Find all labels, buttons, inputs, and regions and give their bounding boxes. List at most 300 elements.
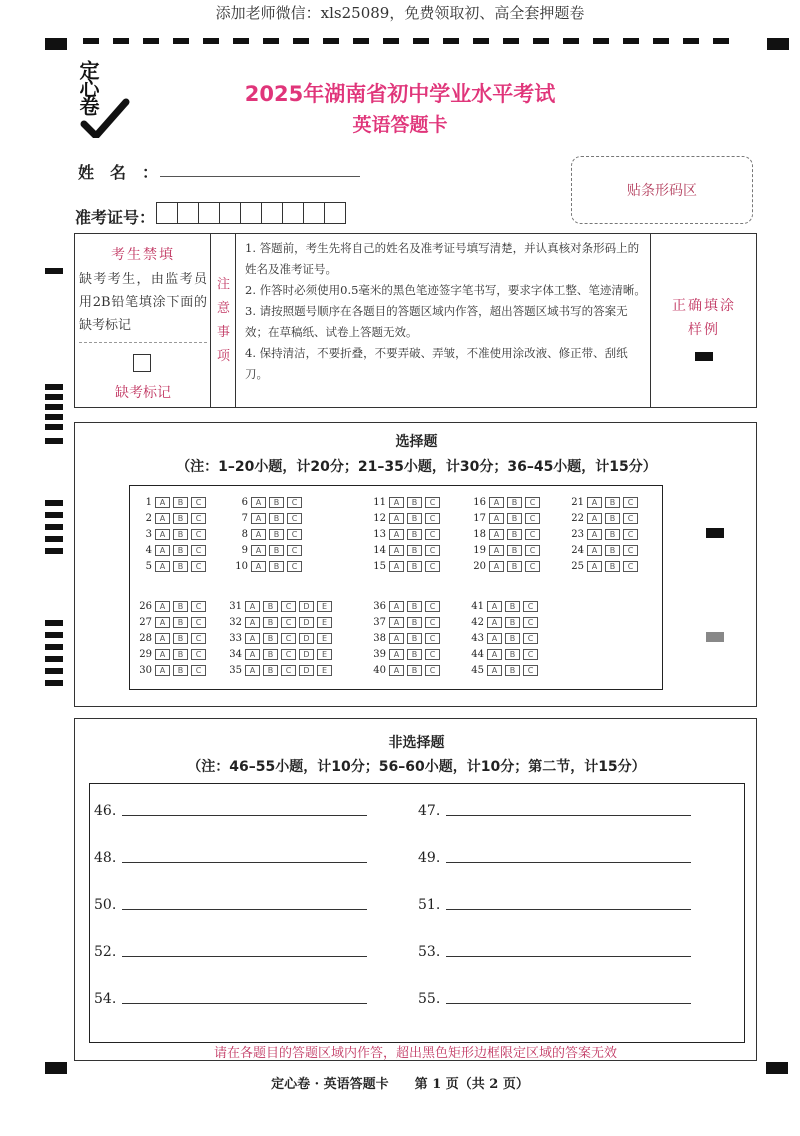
answer-bubble[interactable]: B xyxy=(173,601,188,612)
answer-bubble[interactable]: A xyxy=(155,665,170,676)
question-group xyxy=(228,494,305,574)
answer-row xyxy=(418,802,691,819)
answer-bubble[interactable]: A xyxy=(389,545,404,556)
answer-line[interactable] xyxy=(446,849,691,863)
exam-title: 2025年湖南省初中学业水平考试 xyxy=(244,82,556,106)
timing-mark xyxy=(533,38,549,44)
answer-bubble[interactable]: A xyxy=(389,513,404,524)
answer-bubble[interactable]: B xyxy=(407,561,422,572)
question-row xyxy=(132,558,209,574)
answer-bubble[interactable]: C xyxy=(191,633,206,644)
answer-bubble[interactable]: C xyxy=(191,545,206,556)
answer-bubble[interactable]: C xyxy=(425,665,440,676)
answer-bubble[interactable]: B xyxy=(173,497,188,508)
question-number: 15 xyxy=(373,560,386,572)
sample-title-line: 样例 xyxy=(688,322,720,338)
question-number: 24 xyxy=(571,544,584,556)
answer-bubble[interactable]: A xyxy=(155,617,170,628)
absence-mark-label: 缺考标记 xyxy=(115,385,171,401)
timing-mark xyxy=(83,38,99,44)
answer-bubble[interactable]: B xyxy=(505,617,520,628)
answer-bubble[interactable]: C xyxy=(191,601,206,612)
question-number: 35 xyxy=(229,664,242,676)
id-field[interactable] xyxy=(156,202,345,224)
answer-bubble[interactable]: A xyxy=(245,633,260,644)
timing-mark xyxy=(443,38,459,44)
answer-bubble[interactable]: A xyxy=(487,649,502,660)
answer-bubble[interactable]: C xyxy=(281,601,296,612)
question-number: 33 xyxy=(229,632,242,644)
answer-bubble[interactable]: A xyxy=(155,561,170,572)
answer-bubble[interactable]: C xyxy=(525,529,540,540)
answer-bubble[interactable]: A xyxy=(389,529,404,540)
answer-bubble[interactable]: B xyxy=(173,665,188,676)
barcode-area: 贴条形码区 xyxy=(571,156,753,224)
question-row xyxy=(464,646,541,662)
answer-number: 54. xyxy=(94,991,117,1007)
answer-bubble[interactable]: A xyxy=(587,561,602,572)
absence-section xyxy=(75,234,211,407)
answer-bubble[interactable]: D xyxy=(299,665,314,676)
answer-bubble[interactable]: A xyxy=(155,529,170,540)
sample-title-line: 正确填涂 xyxy=(672,298,736,314)
question-row xyxy=(366,630,443,646)
answer-bubble[interactable]: B xyxy=(605,497,620,508)
answer-bubble[interactable]: A xyxy=(487,617,502,628)
answer-bubble[interactable]: C xyxy=(281,649,296,660)
timing-mark xyxy=(383,38,399,44)
timing-mark xyxy=(173,38,189,44)
question-number: 36 xyxy=(373,600,386,612)
answer-bubble[interactable]: B xyxy=(505,601,520,612)
question-row xyxy=(366,526,443,542)
answer-number: 46. xyxy=(94,803,117,819)
warning-text: 请在各题目的答题区域内作答，超出黑色矩形边框限定区域的答案无效 xyxy=(213,1046,617,1061)
exam-subtitle: 英语答题卡 xyxy=(352,114,448,136)
answer-bubble[interactable]: C xyxy=(623,513,638,524)
answer-row xyxy=(418,849,691,866)
answer-bubble[interactable]: A xyxy=(489,529,504,540)
timing-mark xyxy=(263,38,279,44)
timing-mark xyxy=(473,38,489,44)
answer-line[interactable] xyxy=(122,990,367,1004)
answer-bubble[interactable]: B xyxy=(505,665,520,676)
answer-bubble[interactable]: C xyxy=(281,617,296,628)
question-row xyxy=(132,662,209,678)
filled-sample-mark xyxy=(695,352,713,361)
answer-bubble[interactable]: C xyxy=(425,617,440,628)
timing-mark xyxy=(593,38,609,44)
answer-bubble[interactable]: B xyxy=(407,617,422,628)
answer-bubble[interactable]: B xyxy=(263,601,278,612)
answer-bubble[interactable]: B xyxy=(269,545,284,556)
timing-mark xyxy=(323,38,339,44)
answer-bubble[interactable]: C xyxy=(425,497,440,508)
answer-bubble[interactable]: C xyxy=(287,497,302,508)
answer-bubble[interactable]: A xyxy=(389,649,404,660)
answer-bubble[interactable]: C xyxy=(425,633,440,644)
question-number: 4 xyxy=(145,544,152,556)
question-number: 42 xyxy=(471,616,484,628)
question-row xyxy=(466,558,543,574)
answer-bubble[interactable]: C xyxy=(287,513,302,524)
question-row xyxy=(228,542,305,558)
answer-bubble[interactable]: B xyxy=(173,561,188,572)
question-row xyxy=(366,646,443,662)
answer-bubble[interactable]: B xyxy=(407,649,422,660)
answer-bubble[interactable]: A xyxy=(155,545,170,556)
answer-bubble[interactable]: C xyxy=(191,497,206,508)
answer-bubble[interactable]: A xyxy=(587,545,602,556)
mc-subtitle: （注：1–20小题，计20分；21–35小题，计30分；36–45小题，计15分） xyxy=(176,459,657,475)
answer-bubble[interactable]: A xyxy=(389,497,404,508)
answer-bubble[interactable]: A xyxy=(587,513,602,524)
answer-bubble[interactable]: C xyxy=(425,601,440,612)
answer-bubble[interactable]: A xyxy=(389,665,404,676)
answer-bubble[interactable]: E xyxy=(317,633,332,644)
answer-bubble[interactable]: B xyxy=(263,665,278,676)
notes-label xyxy=(212,234,236,407)
answer-bubble[interactable]: A xyxy=(487,601,502,612)
answer-bubble[interactable]: C xyxy=(525,545,540,556)
answer-bubble[interactable]: A xyxy=(251,545,266,556)
answer-bubble[interactable]: B xyxy=(407,601,422,612)
question-number: 10 xyxy=(235,560,248,572)
answer-number: 52. xyxy=(94,944,117,960)
notes-label-char: 意 xyxy=(216,300,230,316)
answer-bubble[interactable]: B xyxy=(407,497,422,508)
answer-bubble[interactable]: A xyxy=(489,545,504,556)
divider xyxy=(79,342,207,343)
answer-bubble[interactable]: A xyxy=(155,633,170,644)
nmc-title: 非选择题 xyxy=(388,735,445,751)
question-row xyxy=(132,598,209,614)
answer-bubble[interactable]: B xyxy=(263,633,278,644)
id-digit-box[interactable] xyxy=(261,202,283,224)
answer-bubble[interactable]: A xyxy=(489,561,504,572)
answer-bubble[interactable]: C xyxy=(425,545,440,556)
answer-bubble[interactable]: A xyxy=(389,633,404,644)
answer-bubble[interactable]: C xyxy=(523,665,538,676)
question-row xyxy=(464,614,541,630)
answer-bubble[interactable]: B xyxy=(605,529,620,540)
name-label: 姓名： xyxy=(78,163,175,182)
note-item: 3. 请按照题号顺序在各题目的答题区域内作答，超出答题区域书写的答案无效；在草稿纸、试卷上答题无效。 xyxy=(245,304,628,339)
id-digit-box[interactable] xyxy=(303,202,325,224)
answer-bubble[interactable]: B xyxy=(263,617,278,628)
answer-bubble[interactable]: A xyxy=(155,513,170,524)
answer-bubble[interactable]: C xyxy=(191,649,206,660)
answer-line[interactable] xyxy=(122,943,367,957)
id-digit-box[interactable] xyxy=(198,202,220,224)
answer-bubble[interactable]: C xyxy=(287,545,302,556)
timing-mark xyxy=(767,38,789,50)
answer-bubble[interactable]: A xyxy=(245,617,260,628)
question-row xyxy=(564,510,641,526)
question-number: 8 xyxy=(241,528,248,540)
id-digit-box[interactable] xyxy=(282,202,304,224)
answer-bubble[interactable]: C xyxy=(425,529,440,540)
question-number: 1 xyxy=(145,496,152,508)
id-digit-box[interactable] xyxy=(219,202,241,224)
answer-bubble[interactable]: A xyxy=(587,529,602,540)
answer-bubble[interactable]: C xyxy=(623,497,638,508)
answer-bubble[interactable]: A xyxy=(487,633,502,644)
answer-bubble[interactable]: B xyxy=(505,649,520,660)
logo-text: 定心卷 xyxy=(76,60,100,114)
answer-line[interactable] xyxy=(446,943,691,957)
answer-bubble[interactable]: B xyxy=(263,649,278,660)
timing-mark xyxy=(45,524,63,530)
id-digit-box[interactable] xyxy=(156,202,178,224)
answer-bubble[interactable]: B xyxy=(605,513,620,524)
question-number: 6 xyxy=(241,496,248,508)
answer-bubble[interactable]: D xyxy=(299,633,314,644)
answer-bubble[interactable]: A xyxy=(487,665,502,676)
answer-bubble[interactable]: A xyxy=(251,497,266,508)
answer-bubble[interactable]: C xyxy=(191,529,206,540)
question-number: 14 xyxy=(373,544,386,556)
question-number: 5 xyxy=(145,560,152,572)
answer-bubble[interactable]: C xyxy=(191,561,206,572)
answer-bubble[interactable]: C xyxy=(425,513,440,524)
timing-mark xyxy=(293,38,309,44)
question-row xyxy=(564,494,641,510)
question-group xyxy=(132,598,209,678)
answer-bubble[interactable]: B xyxy=(173,545,188,556)
name-field[interactable] xyxy=(160,176,360,177)
answer-bubble[interactable]: B xyxy=(407,513,422,524)
absence-checkbox[interactable] xyxy=(133,354,151,372)
answer-bubble[interactable]: A xyxy=(489,513,504,524)
answer-bubble[interactable]: C xyxy=(525,513,540,524)
answer-bubble[interactable]: C xyxy=(523,633,538,644)
question-row xyxy=(366,494,443,510)
question-number: 7 xyxy=(241,512,248,524)
answer-bubble[interactable]: B xyxy=(269,529,284,540)
question-number: 19 xyxy=(473,544,486,556)
question-row xyxy=(132,614,209,630)
question-number: 3 xyxy=(145,528,152,540)
answer-row xyxy=(418,943,691,960)
question-row xyxy=(564,558,641,574)
answer-line[interactable] xyxy=(122,802,367,816)
answer-bubble[interactable]: B xyxy=(507,561,522,572)
question-group xyxy=(132,494,209,574)
answer-bubble[interactable]: B xyxy=(507,529,522,540)
answer-bubble[interactable]: B xyxy=(507,513,522,524)
timing-mark xyxy=(563,38,579,44)
question-row xyxy=(564,542,641,558)
answer-bubble[interactable]: A xyxy=(251,529,266,540)
timing-mark xyxy=(45,414,63,420)
answer-bubble[interactable]: A xyxy=(489,497,504,508)
question-number: 43 xyxy=(471,632,484,644)
id-digit-box[interactable] xyxy=(177,202,199,224)
info-box xyxy=(74,233,757,408)
answer-bubble[interactable]: C xyxy=(287,561,302,572)
answer-bubble[interactable]: D xyxy=(299,617,314,628)
answer-bubble[interactable]: B xyxy=(507,497,522,508)
timing-marks-top xyxy=(45,36,790,48)
answer-bubble[interactable]: B xyxy=(173,529,188,540)
answer-bubble[interactable]: A xyxy=(389,601,404,612)
question-number: 11 xyxy=(373,496,386,508)
answer-bubble[interactable]: C xyxy=(523,601,538,612)
question-number: 13 xyxy=(373,528,386,540)
answer-bubble[interactable]: B xyxy=(173,649,188,660)
timing-mark xyxy=(233,38,249,44)
answer-bubble[interactable]: B xyxy=(173,513,188,524)
timing-mark xyxy=(45,404,63,410)
answer-row xyxy=(94,802,367,819)
answer-row xyxy=(418,896,691,913)
question-row xyxy=(466,510,543,526)
answer-bubble[interactable]: A xyxy=(251,513,266,524)
question-row xyxy=(464,598,541,614)
answer-bubble[interactable]: C xyxy=(525,497,540,508)
question-number: 25 xyxy=(571,560,584,572)
answer-bubble[interactable]: E xyxy=(317,601,332,612)
answer-bubble[interactable]: C xyxy=(191,513,206,524)
answer-bubble[interactable]: B xyxy=(407,529,422,540)
timing-mark xyxy=(45,668,63,674)
notes-list xyxy=(245,238,650,385)
timing-mark xyxy=(45,536,63,542)
answer-row xyxy=(94,896,367,913)
answer-bubble[interactable]: C xyxy=(623,545,638,556)
answer-row xyxy=(418,990,691,1007)
question-number: 9 xyxy=(241,544,248,556)
answer-bubble[interactable]: A xyxy=(155,497,170,508)
question-number: 37 xyxy=(373,616,386,628)
answer-number: 47. xyxy=(418,803,441,819)
answer-row xyxy=(94,849,367,866)
question-number: 16 xyxy=(473,496,486,508)
answer-bubble[interactable]: E xyxy=(317,649,332,660)
answer-line[interactable] xyxy=(446,802,691,816)
answer-bubble[interactable]: C xyxy=(191,665,206,676)
answer-bubble[interactable]: E xyxy=(317,617,332,628)
notes-label-char: 项 xyxy=(216,348,230,364)
answer-bubble[interactable]: B xyxy=(605,545,620,556)
answer-bubble[interactable]: C xyxy=(425,649,440,660)
question-group xyxy=(466,494,543,574)
question-row xyxy=(228,494,305,510)
timing-mark xyxy=(45,620,63,626)
answer-bubble[interactable]: A xyxy=(155,649,170,660)
question-row xyxy=(366,542,443,558)
answer-bubble[interactable]: B xyxy=(173,633,188,644)
answer-bubble[interactable]: A xyxy=(245,665,260,676)
answer-bubble[interactable]: C xyxy=(281,665,296,676)
answer-bubble[interactable]: C xyxy=(523,649,538,660)
answer-number: 51. xyxy=(418,897,441,913)
timing-mark xyxy=(45,424,63,430)
question-group xyxy=(366,494,443,574)
answer-bubble[interactable]: B xyxy=(269,513,284,524)
answer-bubble[interactable]: B xyxy=(407,665,422,676)
note-item: 4. 保持清洁，不要折叠，不要弄破、弄皱，不准使用涂改液、修正带、刮纸刀。 xyxy=(245,346,628,381)
answer-bubble[interactable]: B xyxy=(507,545,522,556)
answer-bubble[interactable]: A xyxy=(587,497,602,508)
answer-line[interactable] xyxy=(122,849,367,863)
timing-mark xyxy=(45,644,63,650)
question-row xyxy=(366,598,443,614)
question-number: 21 xyxy=(571,496,584,508)
sample-section xyxy=(650,234,756,407)
answer-bubble[interactable]: B xyxy=(605,561,620,572)
answer-line[interactable] xyxy=(446,990,691,1004)
answer-number: 50. xyxy=(94,897,117,913)
question-number: 34 xyxy=(229,648,242,660)
question-number: 27 xyxy=(139,616,152,628)
answer-bubble[interactable]: A xyxy=(155,601,170,612)
question-number: 2 xyxy=(145,512,152,524)
answer-bubble[interactable]: A xyxy=(389,561,404,572)
note-item: 2. 作答时必须使用0.5毫米的黑色笔迹签字笔书写，要求字体工整、笔迹清晰。 xyxy=(245,283,646,297)
answer-bubble[interactable]: C xyxy=(623,561,638,572)
question-row xyxy=(132,510,209,526)
timing-mark xyxy=(353,38,369,44)
question-row xyxy=(132,542,209,558)
answer-row xyxy=(94,990,367,1007)
answer-bubble[interactable]: B xyxy=(269,561,284,572)
timing-mark xyxy=(203,38,219,44)
answer-line[interactable] xyxy=(122,896,367,910)
question-row xyxy=(366,558,443,574)
question-number: 38 xyxy=(373,632,386,644)
answer-bubble[interactable]: B xyxy=(505,633,520,644)
answer-bubble[interactable]: B xyxy=(407,633,422,644)
answer-bubble[interactable]: B xyxy=(269,497,284,508)
answer-line[interactable] xyxy=(446,896,691,910)
answer-bubble[interactable]: A xyxy=(389,617,404,628)
timing-marks-left xyxy=(45,260,65,700)
absence-title: 考生禁填 xyxy=(111,247,175,263)
answer-bubble[interactable]: C xyxy=(287,529,302,540)
answer-bubble[interactable]: C xyxy=(425,561,440,572)
answer-bubble[interactable]: C xyxy=(191,617,206,628)
top-note: 添加老师微信：xls25089，免费领取初、高全套押题卷 xyxy=(215,4,585,22)
question-number: 32 xyxy=(229,616,242,628)
answer-bubble[interactable]: B xyxy=(173,617,188,628)
answer-bubble[interactable]: A xyxy=(245,601,260,612)
question-group xyxy=(222,598,335,678)
answer-bubble[interactable]: D xyxy=(299,649,314,660)
answer-bubble[interactable]: A xyxy=(245,649,260,660)
question-number: 30 xyxy=(139,664,152,676)
answer-bubble[interactable]: C xyxy=(281,633,296,644)
question-row xyxy=(132,494,209,510)
answer-bubble[interactable]: E xyxy=(317,665,332,676)
answer-bubble[interactable]: C xyxy=(623,529,638,540)
answer-bubble[interactable]: D xyxy=(299,601,314,612)
page-footer: 定心卷 · 英语答题卡 第 1 页（共 2 页） xyxy=(271,1077,529,1092)
question-row xyxy=(466,494,543,510)
absence-text: 缺考考生，由监考员用2B铅笔填涂下面的缺考标记 xyxy=(79,272,207,333)
answer-bubble[interactable]: C xyxy=(525,561,540,572)
timing-mark xyxy=(45,632,63,638)
answer-bubble[interactable]: A xyxy=(251,561,266,572)
id-digit-box[interactable] xyxy=(240,202,262,224)
timing-mark xyxy=(45,268,63,274)
question-number: 12 xyxy=(373,512,386,524)
id-digit-box[interactable] xyxy=(324,202,346,224)
answer-bubble[interactable]: B xyxy=(407,545,422,556)
answer-bubble[interactable]: C xyxy=(523,617,538,628)
answer-number: 53. xyxy=(418,944,441,960)
